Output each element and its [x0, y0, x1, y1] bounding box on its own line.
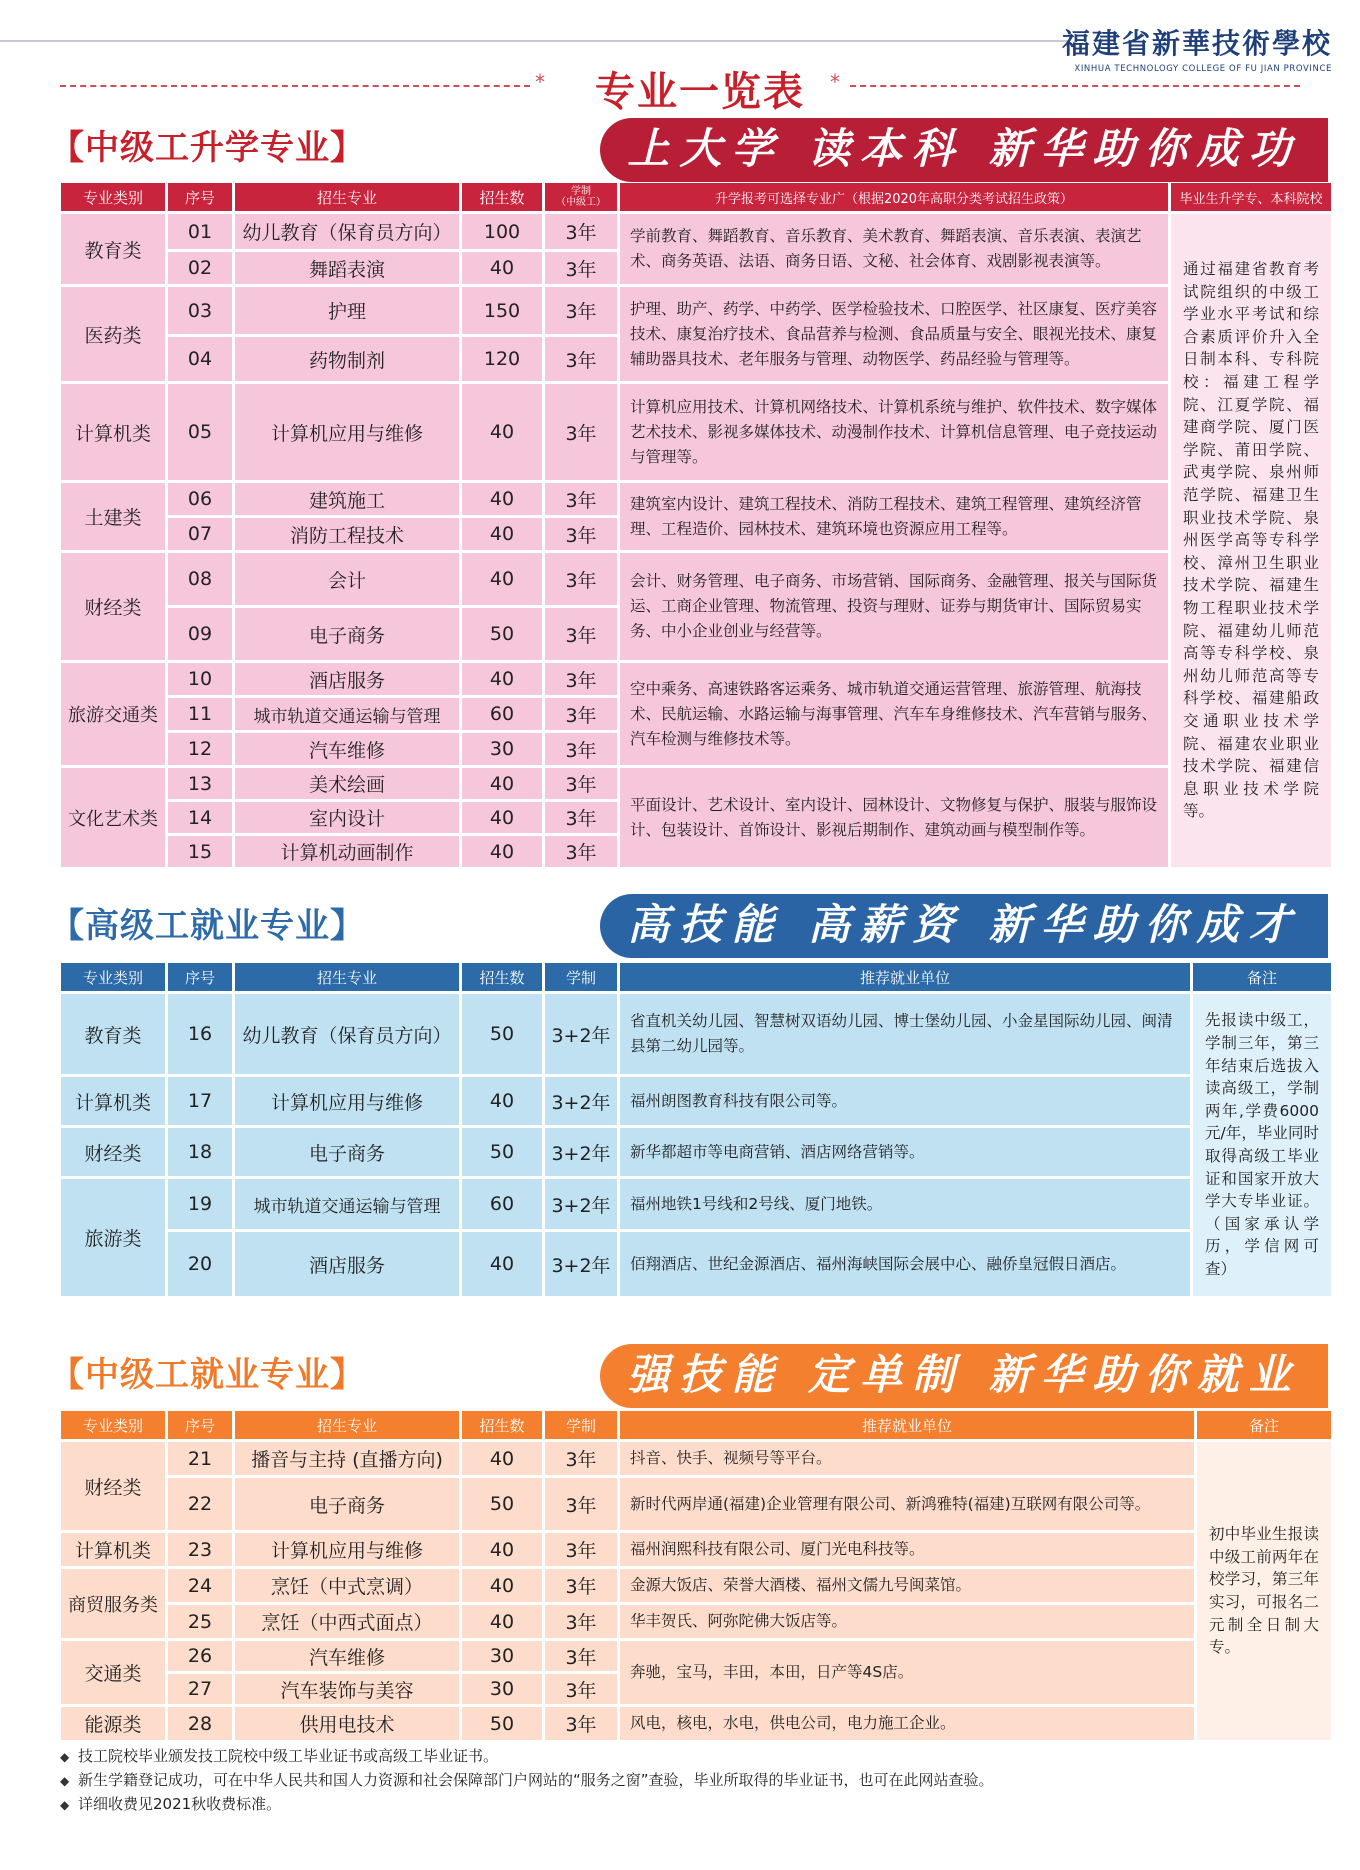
table-row	[61, 1077, 1331, 1125]
category-cell: 财经类	[61, 553, 165, 660]
count-cell: 60	[462, 1179, 542, 1229]
major-cell: 计算机应用与维修	[235, 1533, 459, 1566]
page-title-row	[60, 58, 1300, 115]
category-cell: 计算机类	[61, 1533, 165, 1566]
section1-slogan: 上大学 读本科 新华助你成功	[600, 118, 1328, 182]
no-cell: 02	[168, 252, 232, 284]
desc-cell: 学前教育、舞蹈教育、音乐教育、美术教育、舞蹈表演、音乐表演、表演艺术、商务英语、法语、商务日语、文秘、社会体育、戏剧影视表演等。	[620, 214, 1168, 284]
category-cell: 财经类	[61, 1128, 165, 1176]
section2-slogan: 高技能 高薪资 新华助你成才	[600, 894, 1328, 958]
major-cell: 计算机应用与维修	[235, 384, 459, 480]
no-cell: 19	[168, 1179, 232, 1229]
title-star-left: *	[535, 70, 545, 94]
col-desc: 升学报考可选择专业广（根据2020年高职分类考试招生政策）	[620, 183, 1168, 211]
table-row	[61, 1605, 1331, 1638]
no-cell: 15	[168, 836, 232, 867]
years-cell: 3年	[545, 768, 617, 799]
count-cell: 40	[462, 1569, 542, 1602]
footer-note: ◆ 详细收费见2021秋收费标准。	[60, 1793, 994, 1817]
col-note: 毕业生升学专、本科院校	[1171, 183, 1331, 211]
count-cell: 100	[462, 214, 542, 249]
col-years: 学制	[545, 1411, 617, 1439]
no-cell: 21	[168, 1442, 232, 1475]
no-cell: 04	[168, 337, 232, 381]
years-cell: 3年	[545, 252, 617, 284]
table-row	[61, 1442, 1331, 1475]
major-cell: 建筑施工	[235, 483, 459, 515]
col-major: 招生专业	[235, 183, 459, 211]
no-cell: 23	[168, 1533, 232, 1566]
category-cell: 商贸服务类	[61, 1569, 165, 1638]
school-name-en: XINHUA TECHNOLOGY COLLEGE OF FU JIAN PROVINCE	[1074, 64, 1332, 74]
major-cell: 幼儿教育（保育员方向）	[235, 994, 459, 1074]
years-cell: 3年	[545, 553, 617, 605]
table-row	[61, 1232, 1331, 1296]
major-cell: 护理	[235, 287, 459, 334]
no-cell: 25	[168, 1605, 232, 1638]
footer-note: ◆ 新生学籍登记成功，可在中华人民共和国人力资源和社会保障部门户网站的“服务之窗”查验，毕业所取得的毕业证书，也可在此网站查验。	[60, 1769, 994, 1793]
col-no: 序号	[168, 1411, 232, 1439]
desc-cell: 空中乘务、高速铁路客运乘务、城市轨道交通运营管理、旅游管理、航海技术、民航运输、水路运输与海事管理、汽车车身维修技术、汽车营销与服务、汽车检测与维修技术等。	[620, 663, 1168, 765]
no-cell: 28	[168, 1707, 232, 1740]
category-cell: 能源类	[61, 1707, 165, 1740]
no-cell: 03	[168, 287, 232, 334]
title-star-right: *	[830, 70, 840, 94]
major-cell: 汽车装饰与美容	[235, 1674, 459, 1704]
table-row	[61, 994, 1331, 1074]
category-cell: 交通类	[61, 1641, 165, 1704]
table-row	[61, 1533, 1331, 1566]
category-cell: 教育类	[61, 214, 165, 284]
years-cell: 3年	[545, 483, 617, 515]
no-cell: 08	[168, 553, 232, 605]
employer-cell: 风电，核电，水电，供电公司，电力施工企业。	[620, 1707, 1194, 1740]
no-cell: 13	[168, 768, 232, 799]
years-cell: 3年	[545, 1605, 617, 1638]
count-cell: 50	[462, 1478, 542, 1530]
category-cell: 教育类	[61, 994, 165, 1074]
employer-cell: 新华都超市等电商营销、酒店网络营销等。	[620, 1128, 1190, 1176]
no-cell: 26	[168, 1641, 232, 1671]
years-cell: 3年	[545, 802, 617, 833]
major-cell: 汽车维修	[235, 733, 459, 765]
table-row	[61, 214, 1331, 249]
major-cell: 汽车维修	[235, 1641, 459, 1671]
desc-cell: 平面设计、艺术设计、室内设计、园林设计、文物修复与保护、服装与服饰设计、包装设计、首饰设计、影视后期制作、建筑动画与模型制作等。	[620, 768, 1168, 867]
major-cell: 药物制剂	[235, 337, 459, 381]
count-cell: 40	[462, 1533, 542, 1566]
footer-notes	[60, 1745, 994, 1817]
no-cell: 20	[168, 1232, 232, 1296]
category-cell: 旅游交通类	[61, 663, 165, 765]
category-cell: 财经类	[61, 1442, 165, 1530]
col-years: 学制	[545, 963, 617, 991]
years-cell: 3年	[545, 287, 617, 334]
col-category: 专业类别	[61, 1411, 165, 1439]
count-cell: 50	[462, 1128, 542, 1176]
years-cell: 3年	[545, 214, 617, 249]
count-cell: 40	[462, 384, 542, 480]
header-rule	[0, 40, 1070, 42]
major-cell: 城市轨道交通运输与管理	[235, 1179, 459, 1229]
years-cell: 3+2年	[545, 1077, 617, 1125]
major-cell: 电子商务	[235, 608, 459, 660]
years-cell: 3+2年	[545, 1179, 617, 1229]
col-category: 专业类别	[61, 963, 165, 991]
desc-cell: 计算机应用技术、计算机网络技术、计算机系统与维护、软件技术、数字媒体艺术技术、影视多媒体技术、动漫制作技术、计算机信息管理、电子竞技运动与管理等。	[620, 384, 1168, 480]
table-header-row	[61, 1411, 1331, 1439]
table-row	[61, 1478, 1331, 1530]
major-cell: 舞蹈表演	[235, 252, 459, 284]
note-cell: 初中毕业生报读中级工前两年在校学习，第三年实习，可报名二元制全日制大专。	[1197, 1442, 1331, 1740]
section2-table	[58, 960, 1334, 1299]
section3-title: 【中级工就业专业】	[50, 1355, 365, 1395]
major-cell: 酒店服务	[235, 1232, 459, 1296]
employer-cell: 新时代两岸通(福建)企业管理有限公司、新鸿雅特(福建)互联网有限公司等。	[620, 1478, 1194, 1530]
col-employer: 推荐就业单位	[620, 963, 1190, 991]
bullet-icon: ◆	[60, 1750, 70, 1764]
count-cell: 60	[462, 698, 542, 730]
major-cell: 幼儿教育（保育员方向）	[235, 214, 459, 249]
years-cell: 3+2年	[545, 1232, 617, 1296]
count-cell: 40	[462, 1442, 542, 1475]
table-header-row	[61, 963, 1331, 991]
major-cell: 播音与主持 (直播方向)	[235, 1442, 459, 1475]
note-cell: 先报读中级工，学制三年，第三年结束后选拔入读高级工，学制两年,学费6000元/年，毕业同时取得高级工毕业证和国家开放大学大专毕业证。（国家承认学历，学信网可查）	[1193, 994, 1331, 1296]
page-title: 专业一览表	[595, 68, 805, 115]
no-cell: 12	[168, 733, 232, 765]
count-cell: 40	[462, 252, 542, 284]
no-cell: 06	[168, 483, 232, 515]
col-years: 学制 （中级工）	[545, 183, 617, 211]
years-cell: 3年	[545, 663, 617, 695]
years-cell: 3年	[545, 384, 617, 480]
no-cell: 07	[168, 518, 232, 550]
title-divider-right	[850, 85, 1300, 87]
table-header-row	[61, 183, 1331, 211]
col-no: 序号	[168, 963, 232, 991]
count-cell: 40	[462, 768, 542, 799]
col-count: 招生数	[462, 183, 542, 211]
count-cell: 40	[462, 1232, 542, 1296]
years-cell: 3年	[545, 1569, 617, 1602]
major-cell: 消防工程技术	[235, 518, 459, 550]
section1-title: 【中级工升学专业】	[50, 128, 365, 168]
no-cell: 05	[168, 384, 232, 480]
years-cell: 3年	[545, 836, 617, 867]
col-count: 招生数	[462, 963, 542, 991]
no-cell: 11	[168, 698, 232, 730]
major-cell: 烹饪（中西式面点）	[235, 1605, 459, 1638]
school-name-cn: 福建省新華技術學校	[1061, 27, 1332, 60]
no-cell: 22	[168, 1478, 232, 1530]
table-row	[61, 1641, 1331, 1671]
employer-cell: 抖音、快手、视频号等平台。	[620, 1442, 1194, 1475]
category-cell: 旅游类	[61, 1179, 165, 1296]
count-cell: 30	[462, 733, 542, 765]
table-row	[61, 768, 1331, 799]
section3-table	[58, 1408, 1334, 1743]
major-cell: 酒店服务	[235, 663, 459, 695]
years-cell: 3年	[545, 733, 617, 765]
years-cell: 3年	[545, 1674, 617, 1704]
years-cell: 3+2年	[545, 994, 617, 1074]
no-cell: 14	[168, 802, 232, 833]
col-major: 招生专业	[235, 1411, 459, 1439]
category-cell: 计算机类	[61, 1077, 165, 1125]
count-cell: 120	[462, 337, 542, 381]
major-cell: 计算机动画制作	[235, 836, 459, 867]
count-cell: 40	[462, 663, 542, 695]
title-divider-left	[60, 85, 530, 87]
bullet-icon: ◆	[60, 1798, 70, 1812]
major-cell: 供用电技术	[235, 1707, 459, 1740]
col-major: 招生专业	[235, 963, 459, 991]
note-cell: 通过福建省教育考试院组织的中级工学业水平考试和综合素质评价升入全日制本科、专科院校：福建工程学院、江夏学院、福建商学院、厦门医学院、莆田学院、武夷学院、泉州师范学院、福建卫生职业技术学院、泉州医学高等专科学校、漳州卫生职业技术学院、福建生物工程职业技术学院、福建幼儿师范高等专科学校、泉州幼儿师范高等专科学校、福建船政交通职业技术学院、福建农业职业技术学院、福建信息职业技术学院等。	[1171, 214, 1331, 867]
count-cell: 30	[462, 1674, 542, 1704]
table-row	[61, 1179, 1331, 1229]
table-row	[61, 1128, 1331, 1176]
table-row	[61, 384, 1331, 480]
years-cell: 3年	[545, 1533, 617, 1566]
col-count: 招生数	[462, 1411, 542, 1439]
count-cell: 40	[462, 518, 542, 550]
years-cell: 3+2年	[545, 1128, 617, 1176]
employer-cell: 佰翔酒店、世纪金源酒店、福州海峡国际会展中心、融侨皇冠假日酒店。	[620, 1232, 1190, 1296]
no-cell: 09	[168, 608, 232, 660]
category-cell: 土建类	[61, 483, 165, 550]
years-cell: 3年	[545, 1641, 617, 1671]
no-cell: 16	[168, 994, 232, 1074]
category-cell: 计算机类	[61, 384, 165, 480]
count-cell: 30	[462, 1641, 542, 1671]
no-cell: 10	[168, 663, 232, 695]
employer-cell: 华丰贺氏、阿弥陀佛大饭店等。	[620, 1605, 1194, 1638]
years-cell: 3年	[545, 1478, 617, 1530]
table-row	[61, 483, 1331, 515]
years-cell: 3年	[545, 1442, 617, 1475]
count-cell: 40	[462, 483, 542, 515]
count-cell: 40	[462, 802, 542, 833]
no-cell: 17	[168, 1077, 232, 1125]
desc-cell: 会计、财务管理、电子商务、市场营销、国际商务、金融管理、报关与国际货运、工商企业管理、物流管理、投资与理财、证券与期货审计、国际贸易实务、中小企业创业与经营等。	[620, 553, 1168, 660]
table-row	[61, 663, 1331, 695]
major-cell: 室内设计	[235, 802, 459, 833]
major-cell: 电子商务	[235, 1478, 459, 1530]
category-cell: 医药类	[61, 287, 165, 381]
employer-cell: 奔驰，宝马，丰田，本田，日产等4S店。	[620, 1641, 1194, 1704]
count-cell: 50	[462, 1707, 542, 1740]
desc-cell: 建筑室内设计、建筑工程技术、消防工程技术、建筑工程管理、建筑经济管理、工程造价、园林技术、建筑环境也资源应用工程等。	[620, 483, 1168, 550]
section3-slogan: 强技能 定单制 新华助你就业	[600, 1344, 1328, 1408]
category-cell: 文化艺术类	[61, 768, 165, 867]
employer-cell: 福州朗图教育科技有限公司等。	[620, 1077, 1190, 1125]
years-cell: 3年	[545, 518, 617, 550]
employer-cell: 金源大饭店、荣誉大酒楼、福州文儒九号闽菜馆。	[620, 1569, 1194, 1602]
col-note: 备注	[1193, 963, 1331, 991]
section1-table	[58, 180, 1334, 870]
col-note: 备注	[1197, 1411, 1331, 1439]
employer-cell: 福州润熙科技有限公司、厦门光电科技等。	[620, 1533, 1194, 1566]
major-cell: 计算机应用与维修	[235, 1077, 459, 1125]
bullet-icon: ◆	[60, 1774, 70, 1788]
major-cell: 烹饪（中式烹调）	[235, 1569, 459, 1602]
no-cell: 24	[168, 1569, 232, 1602]
table-row	[61, 553, 1331, 605]
major-cell: 电子商务	[235, 1128, 459, 1176]
footer-note: ◆ 技工院校毕业颁发技工院校中级工毕业证书或高级工毕业证书。	[60, 1745, 994, 1769]
col-no: 序号	[168, 183, 232, 211]
count-cell: 50	[462, 608, 542, 660]
major-cell: 美术绘画	[235, 768, 459, 799]
years-cell: 3年	[545, 1707, 617, 1740]
count-cell: 40	[462, 553, 542, 605]
years-cell: 3年	[545, 337, 617, 381]
count-cell: 40	[462, 836, 542, 867]
count-cell: 40	[462, 1605, 542, 1638]
count-cell: 150	[462, 287, 542, 334]
major-cell: 城市轨道交通运输与管理	[235, 698, 459, 730]
table-row	[61, 287, 1331, 334]
no-cell: 27	[168, 1674, 232, 1704]
count-cell: 50	[462, 994, 542, 1074]
section2-title: 【高级工就业专业】	[50, 906, 365, 946]
table-row	[61, 1707, 1331, 1740]
count-cell: 40	[462, 1077, 542, 1125]
col-employer: 推荐就业单位	[620, 1411, 1194, 1439]
employer-cell: 福州地铁1号线和2号线、厦门地铁。	[620, 1179, 1190, 1229]
desc-cell: 护理、助产、药学、中药学、医学检验技术、口腔医学、社区康复、医疗美容技术、康复治疗技术、食品营养与检测、食品质量与安全、眼视光技术、康复辅助器具技术、老年服务与管理、动物医学、药品经验与管理等。	[620, 287, 1168, 381]
years-cell: 3年	[545, 698, 617, 730]
no-cell: 01	[168, 214, 232, 249]
employer-cell: 省直机关幼儿园、智慧树双语幼儿园、博士堡幼儿园、小金星国际幼儿园、闽清县第二幼儿园等。	[620, 994, 1190, 1074]
no-cell: 18	[168, 1128, 232, 1176]
years-cell: 3年	[545, 608, 617, 660]
table-row	[61, 1569, 1331, 1602]
major-cell: 会计	[235, 553, 459, 605]
col-category: 专业类别	[61, 183, 165, 211]
